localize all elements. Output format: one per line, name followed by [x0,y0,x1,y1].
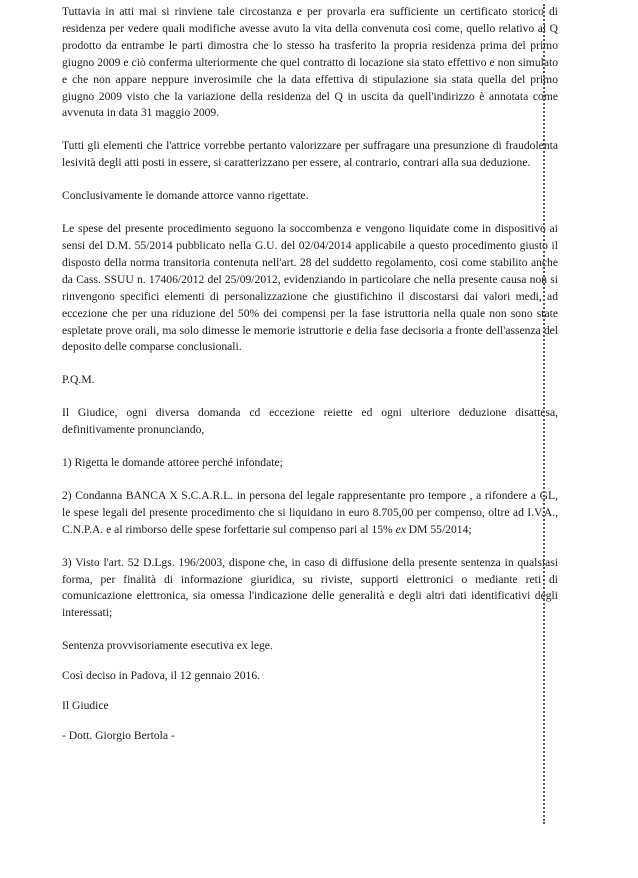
dispositivo-item-2 [62,488,558,539]
paragraph-spese: Le spese del presente procedimento seguono la soccombenza e vengono liquidate come in dispositivo ai sensi del D.M. 55/2014 pubblicato nella G.U. del 02/04/2014 applicabile a questo procedimento giusto il disposto della norma transitoria contenuta nell'art. 28 del suddetto regolamento, così come stabilito anche da Cass. SSUU n. 17406/2012 del 25/09/2012, evidenziando in particolare che nella presente causa non si rinvengono specifici elementi di personalizzazione che giustifichino il discostarsi dai valori medi, ad eccezione che per una riduzione del 50% dei compensi per la fase istruttoria nella quale non sono state espletate prove orali, ma solo dimesse le memorie istruttorie e delia fase decisoria a fronte dell'assenza del deposito delle comparse conclusionali. [62,222,558,354]
paragraph-luogo-data: Così deciso in Padova, il 12 gennaio 2016. [62,669,261,683]
paragraph-conclusione: Conclusivamente le domande attorce vanno rigettate. [62,189,309,203]
paragraph-esecutiva: Sentenza provvisoriamente esecutiva ex lege. [62,639,273,653]
paragraph-giudice-pronuncia: Il Giudice, ogni diversa domanda cd eccezione reiette ed ogni ulteriore deduzione disattesa, definitivamente pronunciando, [62,406,558,437]
signature-name: - Dott. Giorgio Bertola - [62,729,175,742]
paragraph-presunzione: Tutti gli elementi che l'attrice vorrebbe pertanto valorizzare per suffragare una presunzione di fraudolenta lesività degli atti posti in essere, si caratterizzano per essere, al contrario, contrari alla sua deduzione. [62,139,558,170]
scan-dotted-line [543,4,545,824]
dispositivo-item-2-text: 2) Condanna BANCA X S.C.A.R.L. in persona del legale rappresentante pro tempore , a rifondere a GL, le spese legali del presente procedimento che si liquidano in euro 8.705,00 per compenso, oltre ad I.V.A., C.N.P.A. e al rimborso delle spese forfettarie sul compenso pari al 15% [62,488,558,536]
signature-title: Il Giudice [62,699,109,713]
ex-italic: ex [395,522,406,536]
paragraph-residenza: Tuttavia in atti mai si rinviene tale circostanza e per provarla era sufficiente un certificato storico di residenza per vedere quali modifiche avesse avuto la vita della convenuta così come, quello relativo al Q prodotto da entrambe le parti dimostra che lo stesso ha trasferito la propria residenza prima del primo giugno 2009 e ciò conferma ulteriormente che quel contratto di locazione sia stato effettivo e non simulato e che non appare neppure inverosimile che la data effettiva di stipulazione sia stata quella del primo giugno 2009 visto che la variazione della residenza del Q in uscita da quell'indirizzo è annotata come avvenuta in data 31 maggio 2009. [62,5,558,120]
dispositivo-item-3: 3) Visto l'art. 52 D.Lgs. 196/2003, dispone che, in caso di diffusione della presente sentenza in qualsiasi forma, per finalità di informazione giuridica, su riviste, supporti elettronici o mediante reti di comunicazione elettronica, sia omessa l'indicazione delle generalità e degli altri dati identificativi degli interessati; [62,555,558,620]
dispositivo-item-2-end: DM 55/2014; [408,522,472,536]
heading-pqm: P.Q.M. [62,373,95,387]
document-page [62,4,558,761]
dispositivo-item-1: 1) Rigetta le domande attoree perché infondate; [62,456,283,470]
